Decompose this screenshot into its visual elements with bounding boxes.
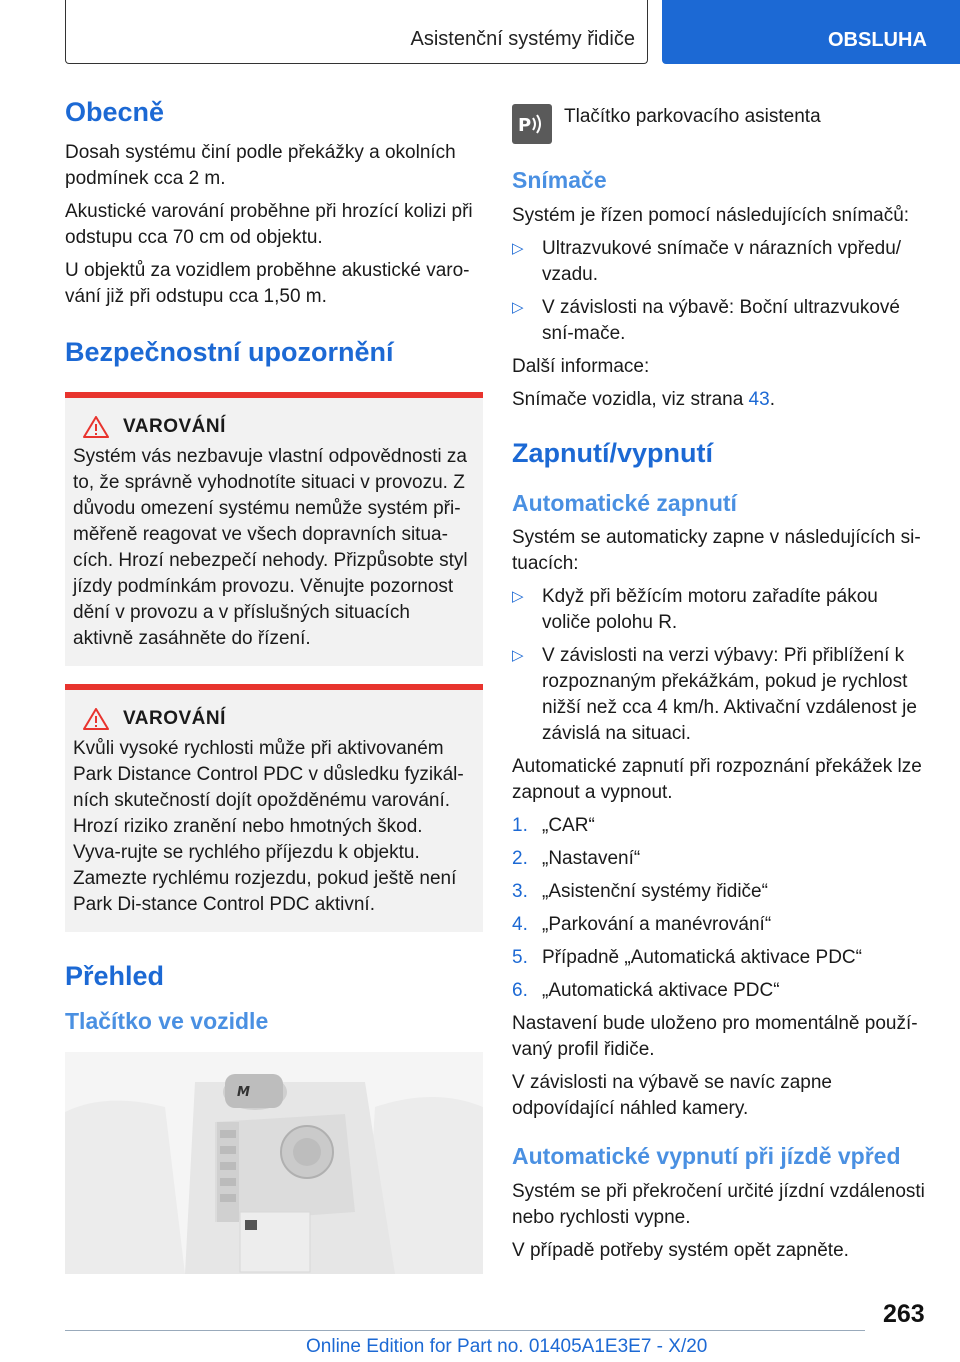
- footer-edition: Online Edition for Part no. 01405A1E3E7 - X/20: [306, 1336, 708, 1357]
- button-caption: Tlačítko parkovacího asistenta: [564, 106, 821, 127]
- auto-on-list: [512, 584, 930, 747]
- paragraph: Nastavení bude uloženo pro momentálně použí-vaný profil řidiče.: [512, 1013, 918, 1061]
- paragraph: Další informace:: [512, 355, 650, 377]
- paragraph: Dosah systému činí podle překážky a okolních podmínek cca 2 m.: [65, 141, 456, 189]
- left-column: [65, 96, 483, 1274]
- heading-safety: Bezpečnostní upozornění: [65, 336, 394, 367]
- heading-zapnuti: Zapnutí/vypnutí: [512, 437, 713, 468]
- parking-assistant-button-icon: [512, 104, 552, 144]
- list-item: ▷ V závislosti na výbavě: Boční ultrazvukové sní-mače.: [512, 296, 901, 344]
- chapter-tab-label: OBSLUHA: [828, 29, 927, 51]
- sensor-list: [512, 236, 930, 347]
- paragraph: Systém se automaticky zapne v následujících si-tuacích:: [512, 527, 921, 575]
- heading-obecne: Obecně: [65, 97, 165, 127]
- paragraph: U objektů za vozidlem proběhne akustické varo-vání již při odstupu cca 1,50 m.: [65, 259, 470, 307]
- warning-text: Systém vás nezbavuje vlastní odpovědnosti za to, že správně vyhodnotíte situaci v provozu. Z důvodu omezení systému nemůže systém při-měřeně reagovat ve všech dopravních situa-cích. Hrozí nebezpečí nehody. Přizpůsobte styl jízdy podmínkám provozu. Věnujte pozornost dění v provozu a v příslušných situacích aktivně zasáhněte do řízení.: [73, 445, 468, 649]
- center-console-illustration: [65, 1052, 483, 1274]
- list-item: ▷ Když při běžícím motoru zařadíte pákou voliče polohu R.: [512, 586, 878, 634]
- warning-box: [65, 392, 483, 666]
- list-item: 4. „Parkování a manévrování“: [512, 914, 772, 936]
- heading-button-in-car: Tlačítko ve vozidle: [65, 1008, 269, 1035]
- page-header: [0, 0, 960, 64]
- list-item: ▷ Ultrazvukové snímače v nárazních vpředu/ vzadu.: [512, 237, 902, 285]
- bullet-marker: ▷: [512, 588, 524, 606]
- warning-text: Kvůli vysoké rychlosti může při aktivovaném Park Distance Control PDC v důsledku fyzikál-ních skutečností dojít opožděnému varování. Hrozí riziko zranění nebo hmotných škod. Vyva-rujte se rychlého příjezdu k objektu. Zamezte rychlému rozjezdu, pokud ještě není Park Di-stance Control PDC aktivní.: [73, 737, 464, 915]
- parking-assist-button-row: [512, 104, 930, 144]
- page-number: 263: [883, 1300, 925, 1328]
- bullet-marker: ▷: [512, 239, 524, 257]
- warning-triangle-icon: [83, 416, 109, 438]
- warning-title: VAROVÁNÍ: [123, 707, 226, 729]
- list-item: ▷ V závislosti na verzi výbavy: Při přiblížení k rozpoznaným překážkám, pokud je rychlost nižší než cca 4 km/h. Aktivační vzdálenost je závislá na situaci.: [512, 645, 917, 745]
- paragraph: Snímače vozidla, viz strana 43.: [512, 388, 775, 410]
- right-column: [512, 104, 930, 1271]
- paragraph: Systém je řízen pomocí následujících snímačů:: [512, 204, 910, 226]
- heading-prehled: Přehled: [65, 960, 165, 991]
- warning-triangle-icon: [83, 708, 109, 730]
- bullet-marker: ▷: [512, 647, 524, 665]
- list-item: 6. „Automatická aktivace PDC“: [512, 980, 780, 1002]
- paragraph: Automatické zapnutí při rozpoznání překážek lze zapnout a vypnout.: [512, 756, 922, 804]
- list-item: 2. „Nastavení“: [512, 848, 641, 870]
- heading-auto-on: Automatické zapnutí: [512, 489, 737, 516]
- heading-auto-off: Automatické vypnutí při jízdě vpřed: [512, 1143, 901, 1170]
- list-item: 5. Případně „Automatická aktivace PDC“: [512, 947, 862, 969]
- chapter-tab: [662, 0, 960, 64]
- page-link[interactable]: 43: [748, 388, 770, 410]
- settings-steps: [512, 813, 930, 1004]
- list-item: 1. „CAR“: [512, 815, 595, 837]
- footer-divider: [65, 1330, 865, 1331]
- paragraph: Akustické varování proběhne při hrozící kolizi při odstupu cca 70 cm od objektu.: [65, 200, 473, 248]
- section-title: Asistenční systémy řidiče: [410, 28, 635, 50]
- warning-title: VAROVÁNÍ: [123, 415, 226, 437]
- paragraph: V závislosti na výbavě se navíc zapne odpovídající náhled kamery.: [512, 1072, 833, 1120]
- warning-box: [65, 684, 483, 932]
- bullet-marker: ▷: [512, 298, 524, 316]
- paragraph: Systém se při překročení určité jízdní vzdálenosti nebo rychlosti vypne.: [512, 1181, 925, 1228]
- paragraph: V případě potřeby systém opět zapněte.: [512, 1240, 849, 1261]
- list-item: 3. „Asistenční systémy řidiče“: [512, 881, 768, 903]
- svg-text:P: P: [518, 115, 532, 136]
- heading-snimace: Snímače: [512, 167, 607, 193]
- m-logo: M: [237, 1085, 250, 1100]
